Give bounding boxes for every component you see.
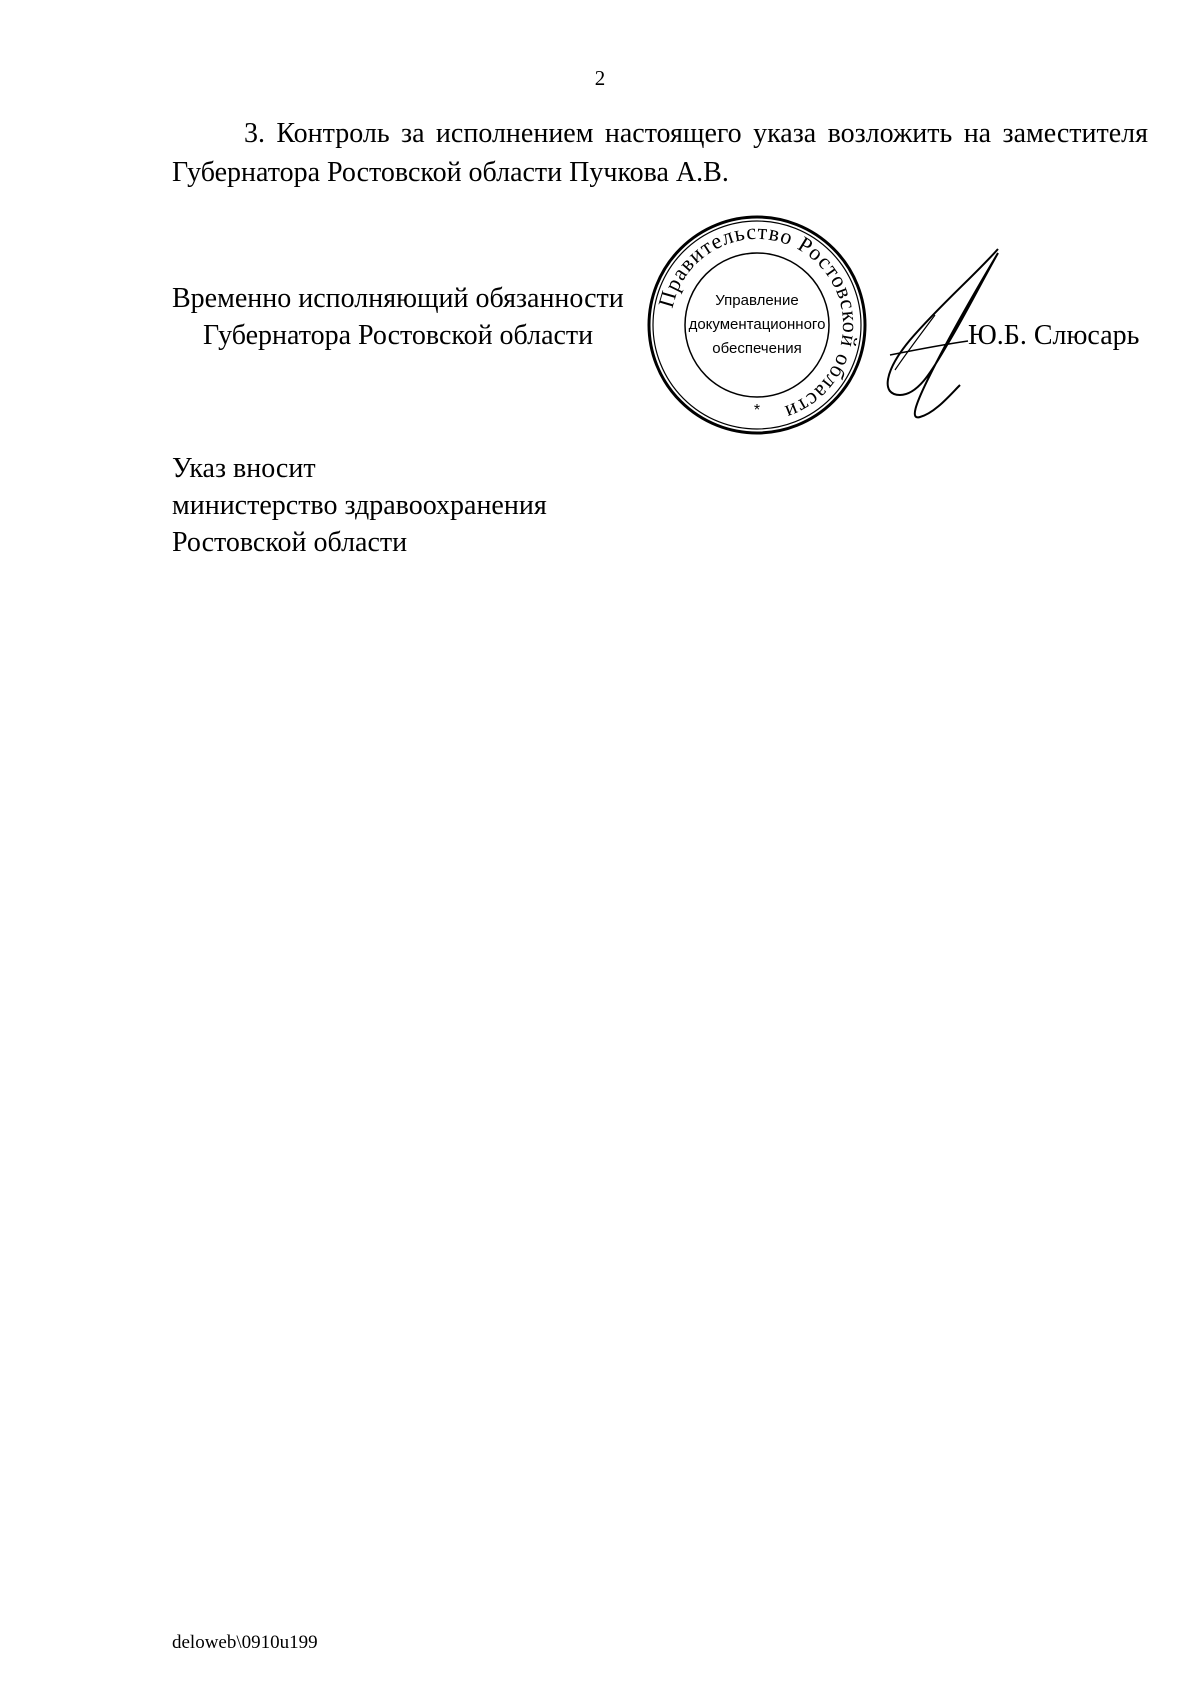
submitter-line: Указ вносит bbox=[172, 453, 316, 484]
seal-graphic bbox=[645, 213, 869, 437]
signer-position-line1: Временно исполняющий обязанности bbox=[172, 283, 624, 314]
submitter-block bbox=[172, 450, 547, 561]
seal-outer-text: Правительство Ростовской области bbox=[652, 218, 864, 426]
signer-position-line2: Губернатора Ростовской области bbox=[203, 320, 594, 351]
submitter-line: министерство здравоохранения bbox=[172, 490, 547, 521]
seal-star: * bbox=[753, 402, 761, 419]
document-reference: deloweb\0910u199 bbox=[172, 1632, 318, 1653]
paragraph-control bbox=[172, 114, 1148, 192]
paragraph-text: 3. Контроль за исполнением настоящего указа возложить на заместителя Губернатора Ростовской области Пучкова А.В. bbox=[172, 118, 1148, 188]
page-number: 2 bbox=[594, 66, 606, 90]
seal-inner-line1: Управление bbox=[715, 292, 799, 309]
signer-name: Ю.Б. Слюсарь bbox=[968, 320, 1140, 351]
seal-inner-line2: документационного bbox=[688, 316, 826, 333]
submitter-line: Ростовской области bbox=[172, 527, 408, 558]
seal-inner-line3: обеспечения bbox=[712, 340, 802, 357]
official-seal bbox=[645, 213, 869, 437]
